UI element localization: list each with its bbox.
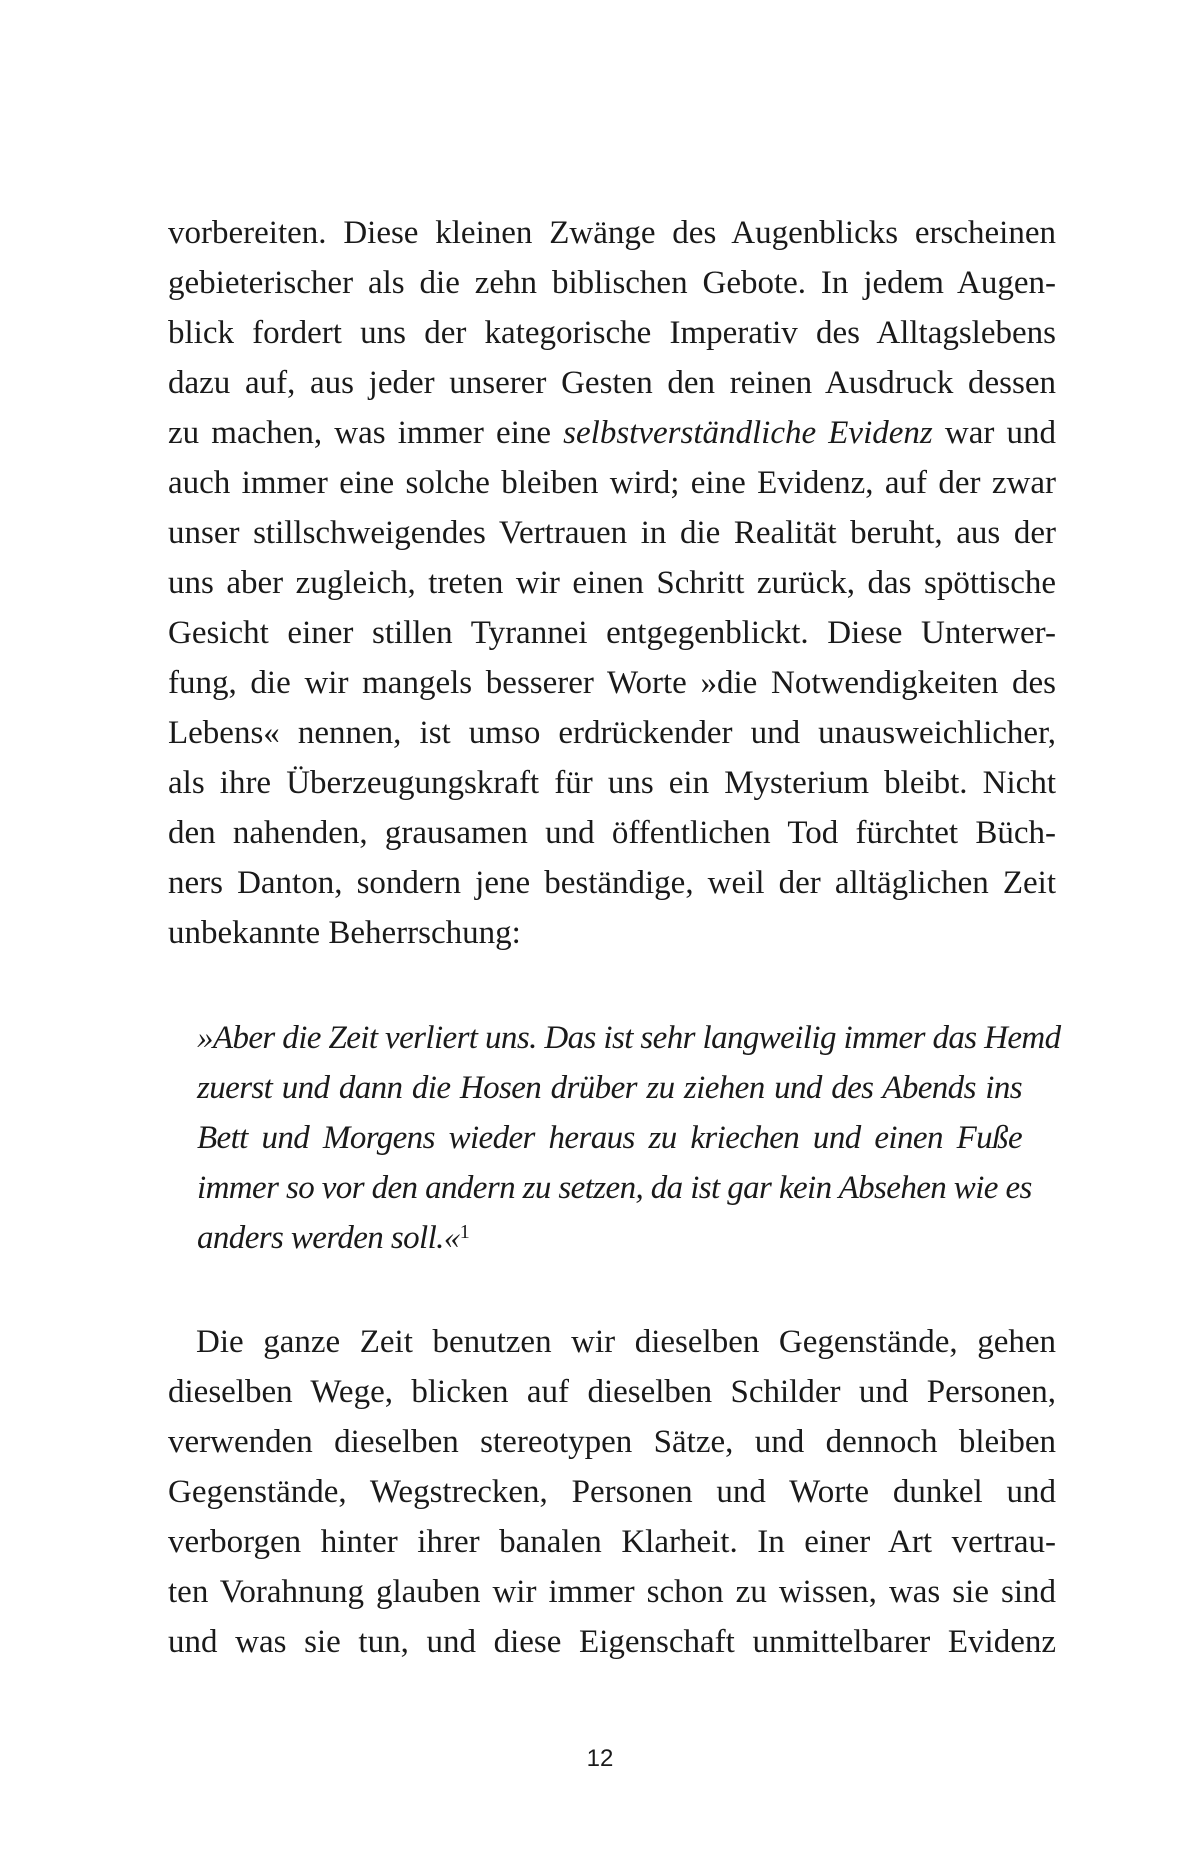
text-line: Lebens« nennen, ist umso erdrückender und unausweichlicher, xyxy=(168,715,1056,751)
quote-line: »Aber die Zeit verliert uns. Das ist sehr langweilig immer das Hemd xyxy=(197,1020,1061,1056)
text-line: gebieterischer als die zehn biblischen Gebote. In jedem Augen- xyxy=(168,265,1056,301)
quote-text: anders werden soll.« xyxy=(197,1220,460,1256)
emphasis-text: selbstverständliche Evidenz xyxy=(563,415,933,451)
paragraph-1 xyxy=(168,208,1056,958)
quote-line: zuerst und dann die Hosen drüber zu ziehen und des Abends ins xyxy=(197,1070,1022,1106)
quote-line: immer so vor den andern zu setzen, da ist gar kein Absehen wie es xyxy=(197,1170,1032,1206)
page-number: 12 xyxy=(586,1745,614,1772)
text-line: auch immer eine solche bleiben wird; eine Evidenz, auf der zwar xyxy=(168,465,1056,501)
text-run: war und xyxy=(932,415,1056,451)
text-line xyxy=(168,408,1056,458)
text-line: verborgen hinter ihrer banalen Klarheit. In einer Art vertrau- xyxy=(168,1524,1056,1560)
footnote-reference[interactable]: 1 xyxy=(459,1221,470,1243)
quote-line: Bett und Morgens wieder heraus zu kriechen und einen Fuße xyxy=(197,1120,1022,1156)
text-line: den nahenden, grausamen und öffentlichen Tod fürchtet Büch- xyxy=(168,815,1056,851)
text-line: ten Vorahnung glauben wir immer schon zu wissen, was sie sind xyxy=(168,1574,1056,1610)
text-line: Die ganze Zeit benutzen wir dieselben Gegenstände, gehen xyxy=(196,1324,1056,1360)
text-line: unser stillschweigendes Vertrauen in die Realität beruht, aus der xyxy=(168,515,1056,551)
text-line: und was sie tun, und diese Eigenschaft unmittelbarer Evidenz xyxy=(168,1624,1056,1660)
text-run: zu machen, was immer eine xyxy=(168,415,564,451)
paragraph-2 xyxy=(168,1317,1056,1667)
text-line: Gesicht einer stillen Tyrannei entgegenblickt. Diese Unterwer- xyxy=(168,615,1056,651)
block-quote xyxy=(168,1013,1061,1263)
text-line: dazu auf, aus jeder unserer Gesten den reinen Ausdruck dessen xyxy=(168,365,1056,401)
text-line: ners Danton, sondern jene beständige, weil der alltäglichen Zeit xyxy=(168,865,1056,901)
text-line: Gegenstände, Wegstrecken, Personen und Worte dunkel und xyxy=(168,1474,1056,1510)
text-line: vorbereiten. Diese kleinen Zwänge des Augenblicks erscheinen xyxy=(168,215,1056,251)
page-body xyxy=(168,208,1061,1667)
text-line: fung, die wir mangels besserer Worte »die Notwendigkeiten des xyxy=(168,665,1056,701)
text-line: verwenden dieselben stereotypen Sätze, und dennoch bleiben xyxy=(168,1424,1056,1460)
text-line: uns aber zugleich, treten wir einen Schritt zurück, das spöttische xyxy=(168,565,1056,601)
text-line: dieselben Wege, blicken auf dieselben Schilder und Personen, xyxy=(168,1374,1056,1410)
text-line: als ihre Überzeugungskraft für uns ein Mysterium bleibt. Nicht xyxy=(168,765,1056,801)
quote-line xyxy=(197,1213,1022,1263)
text-line: blick fordert uns der kategorische Imperativ des Alltagslebens xyxy=(168,315,1056,351)
text-line: unbekannte Beherrschung: xyxy=(168,915,521,951)
